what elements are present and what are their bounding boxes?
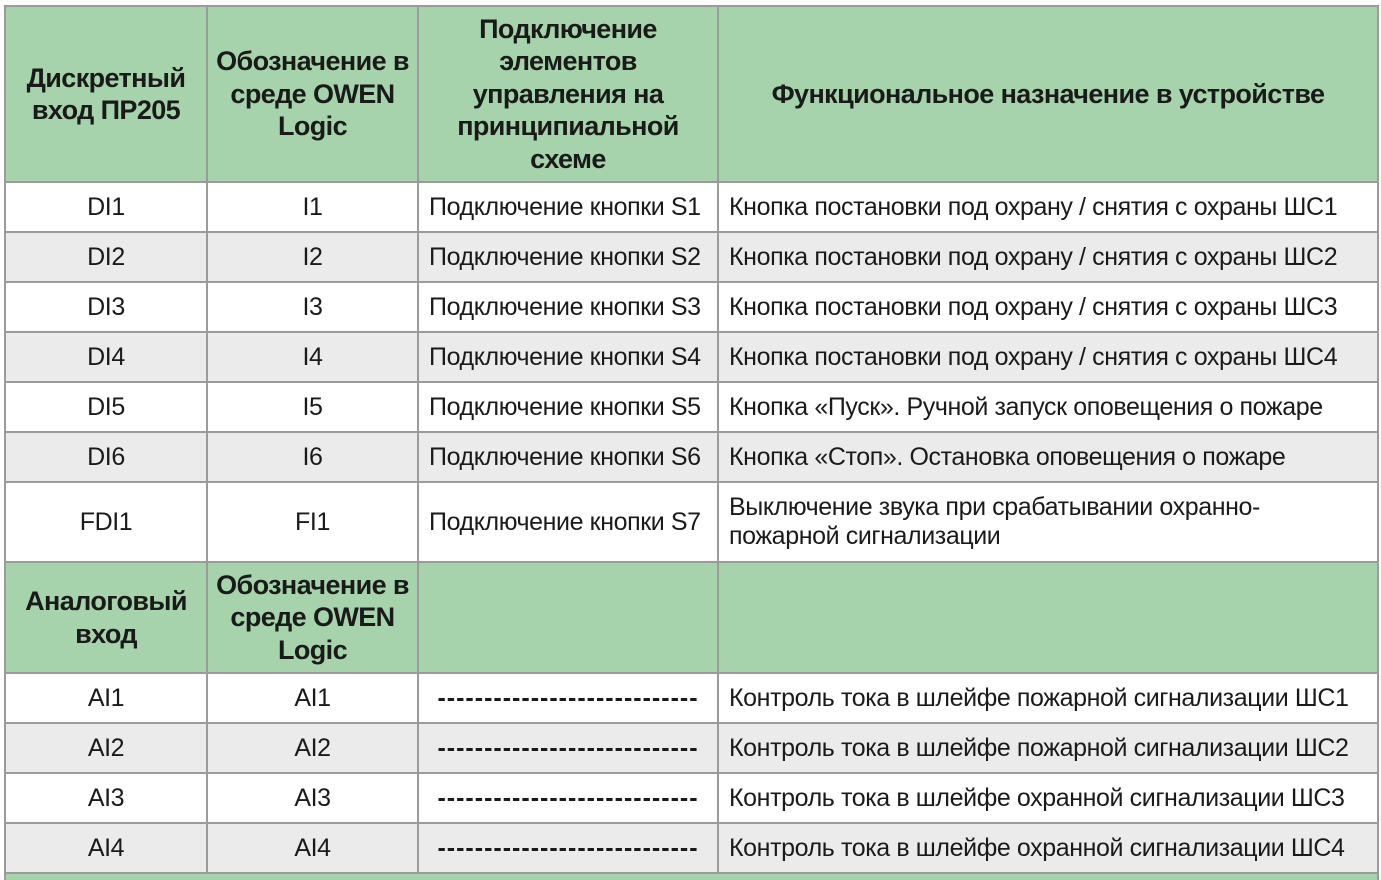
cell-input: FDI1	[5, 482, 207, 562]
table-row-ai4	[5, 823, 1378, 873]
cell-input: AI3	[5, 773, 207, 823]
cell-function: Контроль тока в шлейфе пожарной сигнализации ШС2	[718, 723, 1378, 773]
cell-input: DI2	[5, 232, 207, 282]
table-row-di2	[5, 232, 1378, 282]
discrete-header-row	[5, 6, 1378, 182]
cell-designation: I6	[207, 432, 418, 482]
cell-connection-placeholder: ----------------------------	[418, 773, 718, 823]
cell-input: DI4	[5, 332, 207, 382]
cell-input: DI6	[5, 432, 207, 482]
table-row-di6	[5, 432, 1378, 482]
cell-input: DI1	[5, 182, 207, 232]
header-empty-function	[718, 562, 1378, 673]
cell-connection: Подключение кнопки S7	[418, 482, 718, 562]
table-row-ai2	[5, 723, 1378, 773]
cell-function: Контроль тока в шлейфе пожарной сигнализации ШС1	[718, 673, 1378, 723]
cell-connection: Подключение кнопки S1	[418, 182, 718, 232]
table-row-di1	[5, 182, 1378, 232]
next-section-header-strip-cell	[5, 873, 1378, 880]
cell-function: Контроль тока в шлейфе охранной сигнализации ШС3	[718, 773, 1378, 823]
cell-input: AI2	[5, 723, 207, 773]
header-owen-logic-designation-analog: Обозначение в среде OWEN Logic	[207, 562, 418, 673]
cell-connection: Подключение кнопки S4	[418, 332, 718, 382]
cell-designation: AI3	[207, 773, 418, 823]
cell-designation: AI1	[207, 673, 418, 723]
next-section-header-strip	[5, 873, 1378, 880]
cell-function: Кнопка постановки под охрану / снятия с охраны ШС4	[718, 332, 1378, 382]
cell-designation: I3	[207, 282, 418, 332]
cell-connection: Подключение кнопки S6	[418, 432, 718, 482]
io-mapping-table	[4, 5, 1379, 880]
cell-function: Кнопка постановки под охрану / снятия с охраны ШС1	[718, 182, 1378, 232]
analog-header-row	[5, 562, 1378, 673]
cell-function: Выключение звука при срабатывании охранно-пожарной сигнализации	[718, 482, 1378, 562]
cell-designation: FI1	[207, 482, 418, 562]
cell-connection: Подключение кнопки S5	[418, 382, 718, 432]
cell-function: Кнопка «Пуск». Ручной запуск оповещения о пожаре	[718, 382, 1378, 432]
header-schematic-connection: Подключение элементов управления на принципиальной схеме	[418, 6, 718, 182]
table-row-di4	[5, 332, 1378, 382]
cell-input: AI4	[5, 823, 207, 873]
cell-input: DI5	[5, 382, 207, 432]
cell-function: Кнопка постановки под охрану / снятия с охраны ШС3	[718, 282, 1378, 332]
cell-designation: I4	[207, 332, 418, 382]
cell-function: Кнопка постановки под охрану / снятия с охраны ШС2	[718, 232, 1378, 282]
cell-designation: AI2	[207, 723, 418, 773]
header-discrete-input: Дискретный вход ПР205	[5, 6, 207, 182]
cell-input: AI1	[5, 673, 207, 723]
header-analog-input: Аналоговый вход	[5, 562, 207, 673]
table-row-di3	[5, 282, 1378, 332]
cell-designation: AI4	[207, 823, 418, 873]
cell-connection: Подключение кнопки S2	[418, 232, 718, 282]
table-row-ai3	[5, 773, 1378, 823]
cell-designation: I2	[207, 232, 418, 282]
header-empty-connection	[418, 562, 718, 673]
cell-designation: I5	[207, 382, 418, 432]
table-row-ai1	[5, 673, 1378, 723]
header-functional-purpose: Функциональное назначение в устройстве	[718, 6, 1378, 182]
cell-connection-placeholder: ----------------------------	[418, 673, 718, 723]
header-owen-logic-designation: Обозначение в среде OWEN Logic	[207, 6, 418, 182]
cell-function: Контроль тока в шлейфе охранной сигнализации ШС4	[718, 823, 1378, 873]
cell-designation: I1	[207, 182, 418, 232]
cell-connection-placeholder: ----------------------------	[418, 823, 718, 873]
cell-function: Кнопка «Стоп». Остановка оповещения о пожаре	[718, 432, 1378, 482]
table-row-fdi1	[5, 482, 1378, 562]
table-row-di5	[5, 382, 1378, 432]
cell-input: DI3	[5, 282, 207, 332]
cell-connection-placeholder: ----------------------------	[418, 723, 718, 773]
cell-connection: Подключение кнопки S3	[418, 282, 718, 332]
